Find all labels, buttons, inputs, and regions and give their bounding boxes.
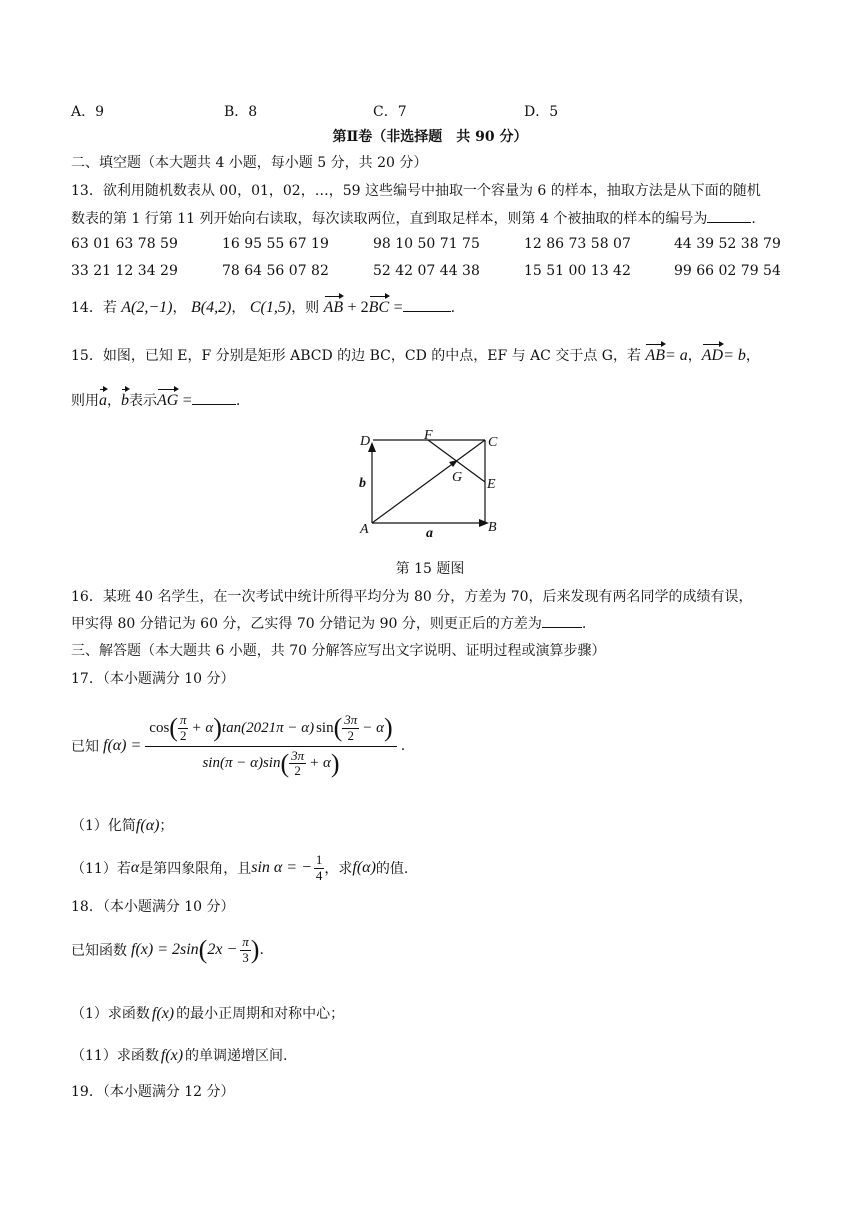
q16-line2-text: 甲实得 80 分错记为 60 分，乙实得 70 分错记为 90 分，则更正后的方差为 [71, 616, 542, 632]
q18-part2-prefix: （11）求函数 [71, 1048, 159, 1064]
random-table-row-2 [71, 263, 791, 283]
table-cell: 16 95 55 67 19 [222, 236, 329, 252]
option-b: B．8 [224, 104, 258, 120]
paren: ( [280, 748, 290, 778]
label-a: A [360, 522, 369, 537]
q18-title: 18．（本小题满分 10 分） [71, 899, 235, 915]
q18-given: 已知函数 [71, 943, 127, 959]
q15-line2-mid: 表示 [129, 393, 157, 409]
q14-plus: + 2 [347, 299, 369, 316]
q17-title: 17．（本小题满分 10 分） [71, 671, 235, 687]
q16-line2 [71, 613, 586, 633]
q14-answer-blank [403, 299, 451, 312]
q14-end: . [450, 300, 456, 316]
table-cell: 33 21 12 34 29 [71, 263, 178, 279]
q15-eq-b: = b [723, 347, 746, 364]
vector-ab: AB [323, 299, 344, 316]
q13-line2 [71, 208, 756, 228]
rectangle-figure [350, 425, 510, 545]
q17-part2-sin: sin α = − [251, 859, 312, 876]
q17-part1-end: ； [159, 818, 174, 834]
q14-point-c: C(1,5) [249, 299, 292, 316]
paren: ) [330, 748, 340, 778]
q14-prefix: 14．若 [71, 300, 117, 316]
label-vec-b: b [359, 476, 366, 491]
table-cell: 15 51 00 13 42 [524, 263, 631, 279]
label-g: G [452, 470, 463, 485]
section3-heading: 三、解答题（本大题共 6 小题，共 70 分解答应写出文字说明、证明过程或演算步骤） [71, 643, 606, 659]
q14 [71, 297, 455, 317]
vector-a: a [99, 392, 107, 409]
q16-line1: 16．某班 40 名学生，在一次考试中统计所得平均分为 80 分，方差为 70，后来发现有两名同学的成绩有误， [71, 589, 753, 605]
table-cell: 44 39 52 38 79 [674, 236, 781, 252]
label-f: F [424, 428, 433, 443]
q15-comma-end: ， [745, 348, 760, 364]
q18-formula [71, 928, 264, 972]
q15-answer-blank [192, 392, 236, 405]
vector-ag: AG [157, 392, 179, 409]
q18-part1-end: 的最小正周期和对称中心； [176, 1006, 345, 1022]
q18-inner: 2x − [207, 941, 238, 958]
q17-part2-ask: ，求 [324, 861, 353, 877]
q17-formula [71, 700, 405, 792]
q18-period: . [259, 942, 264, 958]
label-b: B [488, 520, 497, 535]
q18-part1-f: f(x) [151, 1005, 175, 1022]
num-cos: cos [149, 719, 170, 736]
den-sin: sin(π − α)sin [202, 755, 281, 772]
q15-line2-sep: ， [107, 393, 121, 409]
table-cell: 98 10 50 71 75 [373, 236, 480, 252]
q15-text: 15．如图，已知 E，F 分别是矩形 ABCD 的边 BC，CD 的中点，EF 与 AC 交于点 G，若 [71, 348, 641, 364]
q17-part1-f: f(α) [135, 817, 160, 834]
q17-part2-mid: 是第四象限角，且 [139, 861, 252, 877]
frac-num: 3π [291, 747, 305, 763]
frac-num: π [242, 933, 249, 949]
part2-title: 第Ⅱ卷（非选择题 共 90 分） [332, 129, 528, 145]
paren: ) [384, 713, 393, 743]
frac-den: 3 [242, 949, 249, 965]
num-sin: sin [316, 719, 334, 736]
q17-denominator [198, 747, 343, 780]
frac-den: 2 [179, 727, 187, 743]
vector-ab: AB [645, 347, 665, 364]
q15-line2-prefix: 则用 [71, 393, 99, 409]
frac-den: 2 [347, 727, 355, 743]
table-cell: 78 64 56 07 82 [222, 263, 329, 279]
q17-part1-text: （1）化简 [71, 818, 136, 834]
q18-part2 [71, 1045, 287, 1065]
q17-period: . [400, 738, 406, 754]
q15-eq-a: = a [664, 347, 688, 364]
q17-part1 [71, 815, 173, 835]
frac-pi-2 [178, 713, 189, 744]
q18-part1 [71, 1003, 344, 1023]
frac-3pi-2 [342, 713, 359, 744]
random-table-row-1 [71, 236, 791, 256]
q17-part2-f: f(α) [352, 859, 376, 876]
option-c: C．7 [373, 104, 407, 120]
q13-line2-text: 数表的第 1 行第 11 列开始向右读取，每次读取两位，直到取足样本，则第 4 个被抽取的样本的编号为 [71, 211, 708, 227]
plus-alpha: + α [191, 719, 214, 736]
q16-answer-blank [542, 615, 582, 628]
q15-equals: = [182, 392, 192, 409]
q14-equals: = [393, 299, 403, 316]
q18-part2-f: f(x) [160, 1047, 184, 1064]
vector-b: b [121, 392, 129, 409]
q14-point-a: A(2,−1) [121, 299, 173, 316]
vector-ad: AD [701, 347, 724, 364]
option-d: D．5 [524, 104, 559, 120]
table-cell: 99 66 02 79 54 [674, 263, 781, 279]
label-vec-a: a [426, 526, 433, 541]
table-cell: 63 01 63 78 59 [71, 236, 178, 252]
q15-end: . [235, 393, 241, 409]
section2-heading: 二、填空题（本大题共 4 小题，每小题 5 分，共 20 分） [71, 155, 428, 171]
q14-then: ，则 [291, 300, 320, 316]
diagonal-ac [372, 440, 485, 523]
paren: ( [333, 713, 343, 743]
figure-caption: 第 15 题图 [395, 561, 465, 577]
q17-part2 [71, 850, 408, 886]
q16-end: . [581, 616, 587, 632]
q13-answer-blank [707, 210, 751, 223]
q15-line1 [71, 345, 760, 365]
q17-given: 已知 [71, 739, 99, 755]
q14-sep: ， [172, 300, 187, 316]
frac-pi-3 [240, 935, 251, 966]
q19-title: 19．（本小题满分 12 分） [71, 1084, 235, 1100]
q17-part2-alpha: α [130, 859, 140, 876]
q15-comma: ， [687, 348, 702, 364]
q13-line1: 13．欲利用随机数表从 00，01，02，…，59 这些编号中抽取一个容量为 6 的样本，抽取方法是从下面的随机 [71, 183, 761, 199]
minus-alpha: − α [362, 719, 385, 736]
num-tan: tan(2021π − α) [221, 719, 315, 736]
frac-num: 1 [315, 851, 323, 867]
label-e: E [487, 477, 496, 492]
q14-sep: ， [231, 300, 246, 316]
option-a: A．9 [71, 104, 105, 120]
q17-f-alpha: f(α) = [103, 737, 142, 754]
paren: ) [250, 935, 260, 964]
q18-part1-prefix: （1）求函数 [71, 1006, 150, 1022]
plus-alpha: + α [309, 755, 331, 772]
vector-bc: BC [368, 299, 390, 316]
q17-numerator [145, 713, 396, 747]
q17-part2-prefix: （11）若 [71, 861, 131, 877]
label-d: D [360, 434, 371, 449]
table-cell: 52 42 07 44 38 [373, 263, 480, 279]
q13-end: . [751, 211, 756, 227]
table-cell: 12 86 73 58 07 [524, 236, 631, 252]
q18-part2-end: 的单调递增区间. [185, 1048, 288, 1064]
frac-den: 4 [315, 867, 323, 883]
paren: ( [198, 935, 208, 964]
q14-point-b: B(4,2) [190, 299, 232, 316]
paren: ) [213, 713, 222, 743]
q17-big-fraction [145, 713, 396, 780]
frac-num: π [179, 711, 187, 727]
q15-line2 [71, 390, 240, 410]
label-c: C [488, 435, 498, 450]
q17-part2-end: 的值. [375, 861, 409, 877]
frac-den: 2 [294, 763, 301, 779]
paren: ( [169, 713, 178, 743]
frac-3pi-2 [289, 749, 306, 780]
frac-num: 3π [344, 711, 358, 727]
frac-1-4 [314, 853, 325, 884]
q18-fx: f(x) = 2sin [131, 941, 199, 958]
